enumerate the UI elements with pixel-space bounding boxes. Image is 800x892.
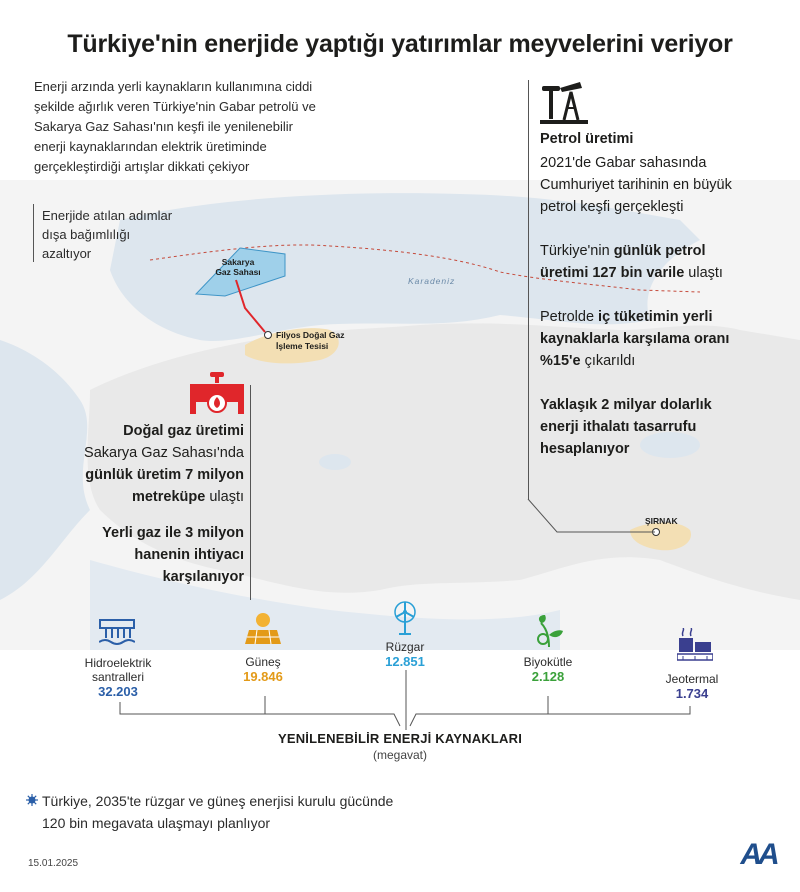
renewables-bracket [110, 660, 710, 732]
gas-line [250, 385, 251, 600]
renewable-hydro: Hidroelektrik santralleri 32.203 [84, 656, 152, 699]
note-line [33, 204, 34, 262]
footnote: Türkiye, 2035'te rüzgar ve güneş enerjisi kurulu gücünde 120 bin megavata ulaşmayı planlıyor [42, 793, 394, 831]
filyos-label-1: Filyos Doğal Gaz [276, 330, 345, 340]
renewables-title: YENİLENEBİLİR ENERJİ KAYNAKLARI [277, 731, 523, 746]
renewable-solar: Güneş 19.846 [243, 655, 283, 684]
biomass-icon [533, 613, 565, 649]
renewable-geothermal: Jeotermal 1.734 [665, 672, 719, 701]
gas-heading: Doğal gaz üretimi [123, 423, 244, 439]
dam-icon [99, 618, 135, 646]
oil-heading: Petrol üretimi [540, 131, 634, 147]
svg-text:AA: AA [740, 838, 776, 868]
oil-line [528, 80, 529, 500]
sakarya-label-2: Gaz Sahası [215, 267, 261, 277]
sirnak-label: ŞIRNAK [645, 516, 678, 526]
oil-production-block: Petrol üretimi 2021'de Gabar sahasında Cumhuriyet tarihinin en büyük petrol keşfi gerçekleşti Türkiye'nin günlük petrol üretimi 127 bin varile ulaştı Petrolde iç tüketimin yerli kaynaklarla karşılama oranı %15'e çıkarıldı Yaklaşık 2 milyar dolarlık enerji ithalatı tasarrufu hesaplanıyor [540, 128, 770, 482]
renewable-wind: Rüzgar 12.851 [385, 640, 425, 669]
sakarya-label-1: Sakarya [221, 257, 255, 267]
renewable-biomass: Biyokütle 2.128 [523, 655, 573, 684]
filyos-label-2: İşleme Tesisi [276, 341, 329, 351]
aa-logo-icon [738, 834, 778, 868]
gas-production-block: Doğal gaz üretimi Sakarya Gaz Sahası'nda günlük üretim 7 milyon metreküpe ulaştı Yerli gaz ile 3 milyon hanenin ihtiyacı karşılanıyor [70, 420, 244, 588]
renewables-unit: (megavat) [372, 748, 428, 762]
page-title: Türkiye'nin enerjide yaptığı yatırımlar meyvelerini veriyor [67, 30, 733, 58]
lake-tuz [319, 454, 351, 470]
gas-valve-icon [190, 370, 244, 416]
oil-pump-icon [540, 80, 588, 126]
oil-connector-line [527, 498, 667, 538]
wind-turbine-icon [389, 600, 421, 636]
geothermal-icon [677, 628, 713, 662]
karadeniz-label: Karadeniz [408, 276, 456, 286]
dependency-note: Enerjide atılan adımlar dışa bağımlılığı azaltıyor [42, 208, 173, 261]
publish-date: 15.01.2025 [28, 858, 79, 869]
star-bullet-icon [26, 794, 38, 806]
intro-text: Enerji arzında yerli kaynakların kullanımına ciddi şekilde ağırlık veren Türkiye'nin Gabar petrolü ve Sakarya Gaz Sahası'nın keşfi ile yenilenebilir enerji kaynaklarından elektrik üretiminde gerçekleştirdiği artışlar dikkati çekiyor [34, 79, 316, 174]
solar-panel-icon [243, 612, 283, 648]
